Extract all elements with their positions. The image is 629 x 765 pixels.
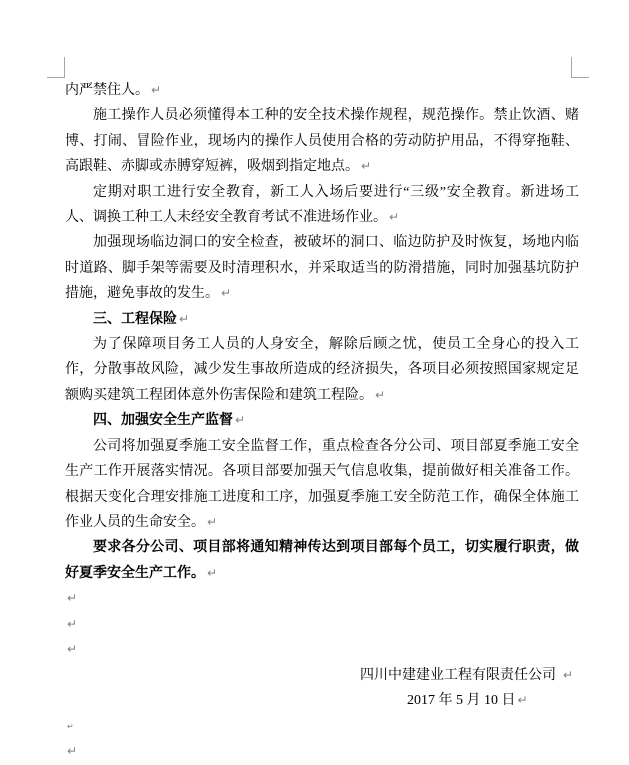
signature-block bbox=[65, 586, 579, 765]
paragraph-mark-icon: ↵ bbox=[235, 413, 246, 428]
empty-paragraph bbox=[65, 612, 579, 638]
paragraph-text: 要求各分公司、项目部将通知精神传达到项目部每个员工，切实履行职责，做好夏季安全生产工作。 bbox=[65, 540, 579, 581]
paragraph-final-requirement bbox=[65, 535, 579, 586]
paragraph-mark-icon: ↵ bbox=[207, 514, 218, 529]
paragraph-mark-icon: ↵ bbox=[179, 311, 190, 326]
paragraph-text: 定期对职工进行安全教育，新工人入场后要进行“三级”安全教育。新进场工人、调换工种工人未经安全教育考试不准进场作业。 bbox=[65, 184, 579, 226]
paragraph-text: 施工操作人员必须懂得本工种的安全技术操作规程，规范操作。禁止饮酒、赌博、打闹、冒险作业，现场内的操作人员使用合格的劳动防护用品，不得穿拖鞋、高跟鞋、赤脚或赤膊穿短裤，吸烟到指定地点。 bbox=[65, 108, 579, 175]
paragraph-mark-icon: ↵ bbox=[375, 387, 386, 402]
heading-text: 三、工程保险 bbox=[93, 311, 177, 327]
paragraph-mark-icon: ↵ bbox=[67, 591, 78, 606]
paragraph-text: 内严禁住人。 bbox=[65, 83, 149, 98]
signature-date: 2017 年 5 月 10 日 bbox=[407, 693, 516, 709]
paragraph-mark-icon: ↵ bbox=[389, 210, 400, 225]
document-body[interactable] bbox=[65, 78, 579, 765]
empty-paragraph bbox=[65, 586, 579, 612]
paragraph-text: 公司将加强夏季施工安全监督工作，重点检查各分公司、项目部夏季施工安全生产工作开展落实情况。各项目部要加强天气信息收集，提前做好相关准备工作。根据天变化合理安排施工进度和工序，加强夏季施工安全防范工作，确保全体施工作业人员的生命安全。 bbox=[65, 438, 579, 530]
company-name: 四川中建建业工程有限责任公司 bbox=[360, 667, 556, 683]
heading-text: 四、加强安全生产监督 bbox=[93, 413, 233, 429]
paragraph-mark-icon: ↵ bbox=[67, 744, 78, 759]
paragraph-continuation bbox=[65, 78, 579, 103]
signature-company-line bbox=[65, 663, 579, 689]
paragraph-mark-icon: ↵ bbox=[563, 667, 574, 682]
heading-safety-supervision bbox=[65, 408, 579, 433]
paragraph-insurance-body bbox=[65, 332, 579, 408]
paragraph-mark-icon: ↵ bbox=[67, 616, 78, 631]
paragraph-operation-rules bbox=[65, 103, 579, 179]
paragraph-mark-icon: ↵ bbox=[361, 159, 372, 174]
paragraph-mark-icon: ↵ bbox=[221, 286, 232, 301]
paragraph-mark-icon: ↵ bbox=[151, 83, 162, 97]
paragraph-site-inspection bbox=[65, 230, 579, 306]
small-mark-paragraph bbox=[65, 714, 579, 740]
paragraph-mark-icon: ↵ bbox=[67, 642, 78, 657]
paragraph-mark-icon: ↵ bbox=[207, 565, 218, 580]
empty-paragraph bbox=[65, 637, 579, 663]
paragraph-mark-icon: ↵ bbox=[517, 693, 528, 708]
heading-project-insurance bbox=[65, 307, 579, 332]
paragraph-safety-education bbox=[65, 180, 579, 231]
empty-paragraph bbox=[65, 739, 579, 765]
paragraph-mark-icon: ↵ bbox=[67, 721, 74, 731]
paragraph-supervision-body bbox=[65, 434, 579, 536]
paragraph-text: 为了保障项目务工人员的人身安全，解除后顾之忧，使员工全身心的投入工作，分散事故风险，减少发生事故所造成的经济损失，各项目必须按照国家规定足额购买建筑工程团体意外伤害保险和建筑工程险。 bbox=[65, 337, 579, 403]
paragraph-text: 加强现场临边洞口的安全检查，被破坏的洞口、临边防护及时恢复，场地内临时道路、脚手架等需要及时清理积水，并采取适当的防滑措施，同时加强基坑防护措施，避免事故的发生。 bbox=[65, 235, 579, 302]
signature-date-line bbox=[65, 688, 579, 714]
